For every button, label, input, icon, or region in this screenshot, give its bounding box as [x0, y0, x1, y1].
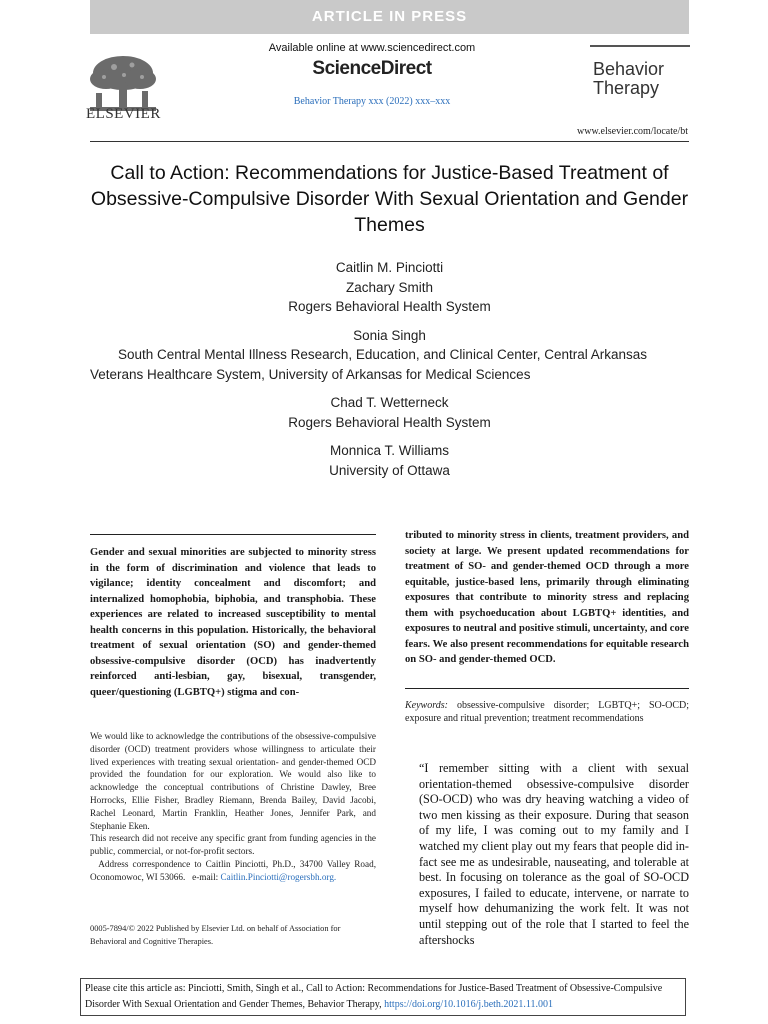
keywords-label: Keywords: — [405, 700, 448, 711]
author-name: Chad T. Wetterneck — [330, 395, 449, 410]
acknowledgment-paragraph: We would like to acknowledge the contributions of the obsessive-compulsive disorder (OCD) treatment providers whose willingness to articulate their lived experiences with treating sexual orientation- and gender-themed OCD provided the foundation for our exploration. We would also like to acknowledge the conceptual contributions of Christine Dawley, Bree Horrocks, Ellie Fisher, Bradley Riemann, Brenda Bailey, David Jacobi, Rachel Leonard, Martin Franklin, Heather Jones, Jennifer Park, and Stephanie Eken. — [90, 731, 376, 831]
correspondence-address: Address correspondence to Caitlin Pinciotti, Ph.D., 34700 Valley Road, Oconomowoc, WI 53066. — [90, 858, 376, 882]
keywords-text: obsessive-compulsive disorder; LGBTQ+; SO-OCD; exposure and ritual prevention; treatment recommendations — [405, 700, 689, 724]
keywords — [405, 699, 689, 725]
author-affiliation: University of Ottawa — [329, 462, 450, 478]
author-name: Sonia Singh — [353, 327, 426, 343]
author-affiliation: Rogers Behavioral Health System — [288, 299, 491, 314]
abstract-divider — [90, 534, 376, 535]
copyright-line: 0005-7894/© 2022 Published by Elsevier Ltd. on behalf of Association for — [90, 924, 341, 933]
header-divider — [90, 141, 689, 142]
author-affiliation: Rogers Behavioral Health System — [288, 414, 491, 430]
citation-box — [80, 978, 686, 1016]
journal-name — [593, 60, 664, 98]
keywords-divider — [405, 688, 689, 689]
citation-text: Please cite this article as: Pinciotti, Smith, Singh et al., Call to Action: Recommendations for Justice-Based Treatment of Obsessive-Compulsive Disorder With Sexual Orientation and Gender Themes, Behavior Therapy, — [85, 983, 663, 1010]
correspondence-email-link[interactable]: Caitlin.Pinciotti@rogersbh.org. — [220, 871, 337, 882]
author-block — [90, 258, 689, 480]
article-title: Call to Action: Recommendations for Justice-Based Treatment of Obsessive-Compulsive Disorder With Sexual Orientation and Gender Themes — [90, 162, 689, 236]
available-online-text: Available online at www.sciencedirect.com — [268, 42, 476, 54]
author-name: Zachary Smith — [345, 279, 434, 295]
journal-name-line1: Behavior — [593, 59, 665, 79]
author-name: Monnica T. Williams — [329, 443, 450, 458]
copyright-line: Behavioral and Cognitive Therapies. — [90, 937, 214, 946]
abstract-part-2: tributed to minority stress in clients, treatment providers, and society at large. We present updated recommendations for treatment of SO- and gender-themed OCD through a more equitable, justice-based lens, primarily through eliminating exposures that contribute to minority stress and replacing them with psychoeducation about LGBTQ+ identities, and exposures to neutral and positive stimuli, uncertainty, and core fears. We also present recommendations for equitable research on SO- and gender-themed OCD. — [405, 530, 689, 665]
doi-link[interactable]: https://doi.org/10.1016/j.beth.2021.11.001 — [384, 998, 554, 1010]
author-affiliation: South Central Mental Illness Research, Education, and Clinical Center, Central Arkansas Veterans Healthcare System, University of Arkansas for Medical Sciences — [90, 347, 648, 382]
author-name: Caitlin M. Pinciotti — [335, 260, 444, 275]
sciencedirect-logo[interactable]: ScienceDirect — [312, 58, 432, 79]
acknowledgment-footnote — [90, 730, 376, 884]
journal-url[interactable]: www.elsevier.com/locate/bt — [577, 126, 688, 137]
funding-paragraph: This research did not receive any specific grant from funding agencies in the public, commercial, or not-for-profit sectors. — [90, 833, 376, 857]
publisher-name: ELSEVIER — [86, 106, 161, 122]
opening-quote: “I remember sitting with a client with sexual orientation-themed obsessive-compulsive disorder (SO-OCD) who was dry heaving watching a video of two men kissing as their exposure. During that season of my life, I was coming out to my family and I watched my client play out my fears that people did in-fact see me as undesirable, nauseating, and tolerable at best. In focusing on tolerance as the goal of SO-OCD exposures, I failed to educate, intervene, or narrate to myself how dehumanizing the work felt. It was not until stepping out of the role that I started to feel the aftershocks — [419, 761, 689, 947]
journal-name-line2: Therapy — [593, 78, 660, 98]
journal-reference: Behavior Therapy xxx (2022) xxx–xxx — [293, 96, 451, 107]
copyright-notice — [90, 922, 376, 948]
abstract-part-1: Gender and sexual minorities are subjected to minority stress in the form of discrimination and violence that leads to vigilance; identity concealment and discomfort; and internalized homophobia, biphobia, and transphobia. These experiences are related to increased susceptibility to mental health concerns in this population. Historically, the behavioral treatment of sexual orientation (SO) and gender-themed obsessive-compulsive disorder (OCD) has inadvertently reinforced anti-lesbian, gay, bisexual, transgender, queer/questioning (LGBTQ+) stigma and con- — [90, 547, 376, 698]
journal-name-rule — [590, 45, 690, 47]
email-label: e-mail: — [192, 871, 219, 882]
correspondence-paragraph — [90, 858, 376, 884]
article-in-press-banner: ARTICLE IN PRESS — [90, 0, 689, 34]
